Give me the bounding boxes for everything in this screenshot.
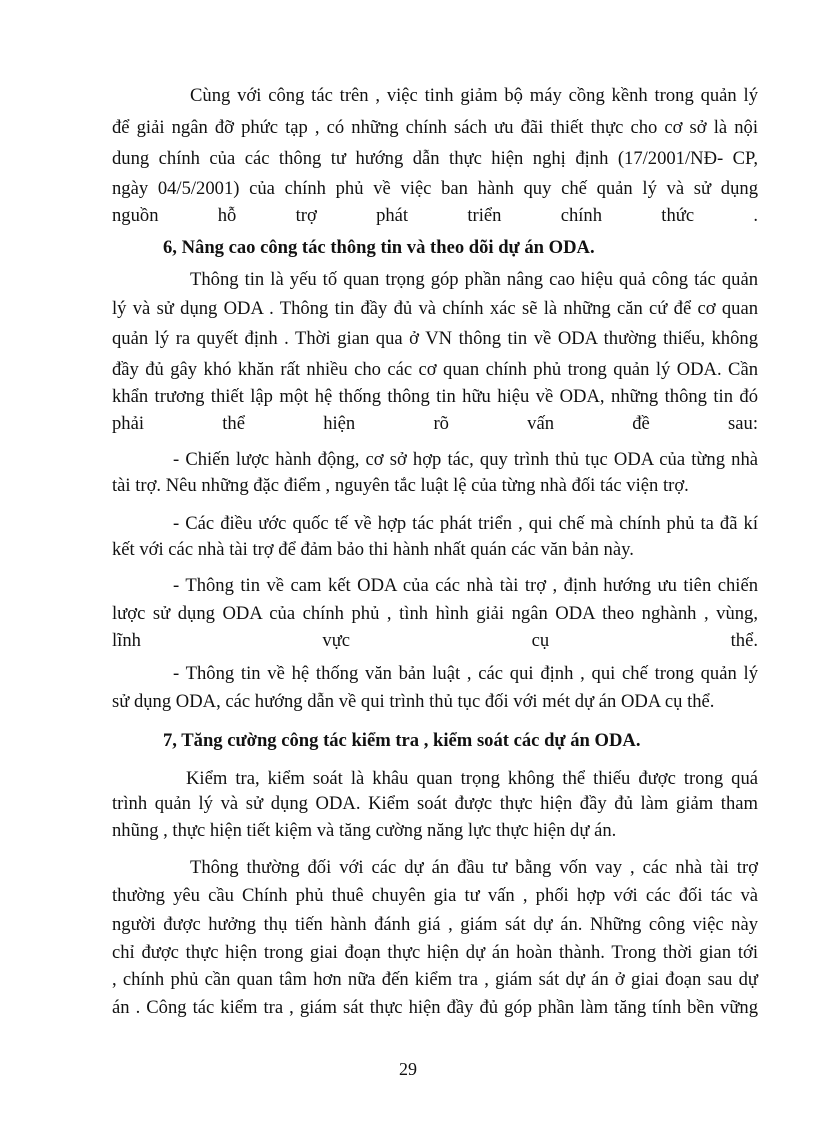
text-line: dung chính của các thông tư hướng dẫn thực hiện nghị định (17/2001/NĐ- CP, [112, 148, 758, 169]
text-line: đầy đủ gây khó khăn rất nhiều cho các cơ quan chính phủ trong quản lý ODA. Cần [112, 359, 758, 380]
text-line: trình quản lý và sử dụng ODA. Kiểm soát được thực hiện đầy đủ làm giảm tham [112, 793, 758, 814]
text-line: nguồn hỗ trợ phát triển chính thức . [112, 205, 758, 226]
text-line: lý và sử dụng ODA . Thông tin đầy đủ và chính xác sẽ là những căn cứ để cơ quan [112, 298, 758, 319]
text-line: Kiểm tra, kiểm soát là khâu quan trọng không thể thiếu được trong quá [186, 768, 758, 789]
text-line: Cùng với công tác trên , việc tinh giảm bộ máy cồng kềnh trong quản lý [190, 85, 758, 106]
text-line: người được hưởng thụ tiến hành đánh giá , giám sát dự án. Những công việc này [112, 914, 758, 935]
list-item: - Thông tin về hệ thống văn bản luật , các qui định , qui chế trong quản lý [173, 663, 758, 684]
page-number: 29 [399, 1059, 417, 1079]
text-line: Thông thường đối với các dự án đầu tư bằng vốn vay , các nhà tài trợ [190, 857, 758, 878]
text-line: lược sử dụng ODA của chính phủ , tình hình giải ngân ODA theo nghành , vùng, [112, 603, 758, 624]
list-item: - Chiến lược hành động, cơ sở hợp tác, quy trình thủ tục ODA của từng nhà [173, 449, 758, 470]
text-line: kết với các nhà tài trợ để đảm bảo thi hành nhất quán các văn bản này. [112, 539, 634, 560]
text-line: ngày 04/5/2001) của chính phủ về việc ban hành quy chế quản lý và sử dụng [112, 178, 758, 199]
list-item: - Thông tin về cam kết ODA của các nhà tài trợ , định hướng ưu tiên chiến [173, 575, 758, 596]
text-line: nhũng , thực hiện tiết kiệm và tăng cường năng lực thực hiện dự án. [112, 820, 617, 841]
text-line: để giải ngân đỡ phức tạp , có những chính sách ưu đãi thiết thực cho cơ sở là nội [112, 117, 758, 138]
text-line: quản lý ra quyết định . Thời gian qua ở VN thông tin về ODA thường thiếu, không [112, 328, 758, 349]
text-line: án . Công tác kiểm tra , giám sát thực hiện đầy đủ góp phần làm tăng tính bền vững [112, 997, 758, 1018]
text-line: chỉ được thực hiện trong giai đoạn thực hiện dự án hoàn thành. Trong thời gian tới [112, 942, 758, 963]
text-line: lĩnh vực cụ thể. [112, 630, 758, 651]
text-line: thường yêu cầu Chính phủ thuê chuyên gia tư vấn , phối hợp với các đối tác và [112, 885, 758, 906]
list-item: - Các điều ước quốc tế về hợp tác phát triển , qui chế mà chính phủ ta đã kí [173, 513, 758, 534]
text-line: , chính phủ cần quan tâm hơn nữa đến kiểm tra , giám sát dự án ở giai đoạn sau dự [112, 969, 758, 990]
text-line: phải thể hiện rõ vấn đề sau: [112, 413, 758, 434]
section-heading: 6, Nâng cao công tác thông tin và theo dõi dự án ODA. [163, 237, 595, 258]
text-line: tài trợ. Nêu những đặc điểm , nguyên tắc luật lệ của từng nhà đối tác viện trợ. [112, 475, 689, 496]
text-line: Thông tin là yếu tố quan trọng góp phần nâng cao hiệu quả công tác quản [190, 269, 758, 290]
text-line: khẩn trương thiết lập một hệ thống thông tin hữu hiệu về ODA, những thông tin đó [112, 386, 758, 407]
section-heading: 7, Tăng cường công tác kiểm tra , kiểm soát các dự án ODA. [163, 730, 641, 751]
text-line: sử dụng ODA, các hướng dẫn về qui trình thủ tục đối với mét dự án ODA cụ thể. [112, 691, 715, 712]
